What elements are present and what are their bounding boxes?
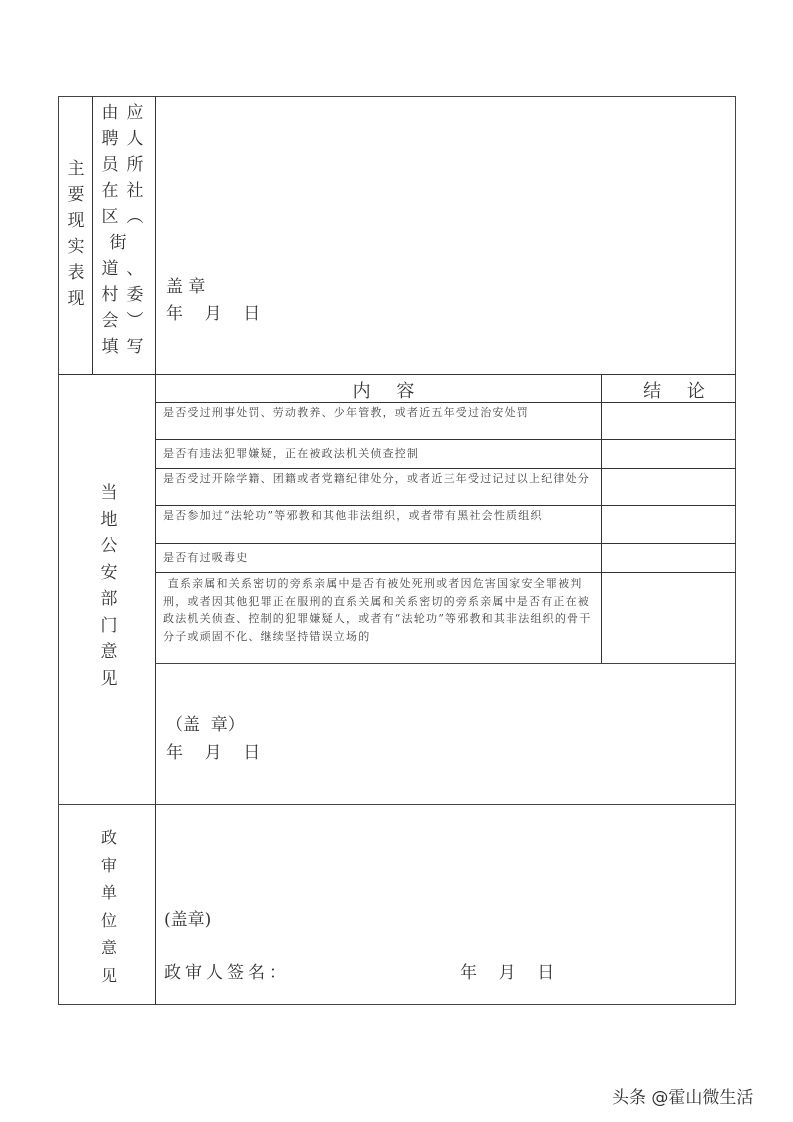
conclusion-cell[interactable] (602, 403, 736, 439)
watermark-text: 头条 @霍山微生活 (612, 1088, 754, 1108)
instruction-text-right (109, 100, 148, 360)
review-date-label: 年 月 日 (460, 963, 555, 983)
instruction-char: 在 (101, 181, 119, 201)
label-char: 主 (67, 159, 85, 179)
label-char: 见 (100, 965, 117, 985)
content-column-header: 内 容 (352, 381, 425, 402)
conclusion-cell[interactable] (602, 469, 736, 505)
check-item-drug-history: 是否有过吸毒史 (163, 551, 249, 564)
reviewer-signature-field[interactable] (300, 955, 450, 981)
label-char: 实 (67, 237, 85, 257)
conclusion-cell[interactable] (602, 506, 736, 543)
main-date-label: 年 月 日 (166, 304, 261, 324)
instruction-char: 会 (101, 311, 119, 331)
check-item-illegal-organization: 是否参加过“法轮功”等邪教和其他非法组织，或者带有黑社会性质组织 (163, 509, 543, 522)
check-item-criminal-record: 是否受过刑事处罚、劳动教养、少年管教，或者近五年受过治安处罚 (163, 406, 529, 419)
instruction-char: 写 (126, 337, 144, 357)
label-char: 要 (67, 185, 85, 205)
label-char: 表 (67, 263, 85, 283)
main-performance-label (64, 156, 88, 312)
conclusion-column-header: 结 论 (643, 381, 715, 402)
label-char: 现 (67, 211, 85, 231)
section-divider-main (58, 374, 736, 375)
label-char: 地 (100, 509, 118, 530)
label-char: 公 (100, 536, 118, 556)
label-char: 审 (100, 855, 117, 875)
label-char: 门 (100, 615, 118, 636)
reviewer-signature-label: 政审人签名： (164, 963, 290, 983)
instruction-char: 应 (126, 103, 144, 123)
main-seal-label: 盖 章 (166, 277, 206, 297)
label-char: 见 (100, 668, 118, 689)
label-char: 政 (100, 828, 117, 847)
police-seal-label: （盖 章） (166, 715, 245, 735)
instruction-char: ︵ (126, 207, 144, 227)
label-char: 部 (100, 589, 118, 609)
check-item-under-investigation: 是否有违法犯罪嫌疑，正在被政法机关侦查控制 (163, 447, 420, 460)
instruction-char: 村 (101, 285, 119, 305)
police-date-label: 年 月 日 (166, 743, 261, 763)
instruction-char: 由 (101, 103, 119, 123)
instruction-char: 区 (101, 207, 119, 227)
instruction-char: ︶ (126, 311, 144, 331)
instruction-char: 委 (126, 285, 144, 305)
label-char: 安 (100, 562, 118, 583)
label-char: 现 (67, 289, 85, 309)
conclusion-cell[interactable] (602, 544, 736, 572)
instruction-char: 街 (109, 233, 127, 253)
review-unit-opinion-label (96, 824, 122, 989)
main-performance-field[interactable] (156, 97, 735, 373)
conclusion-cell[interactable] (602, 573, 736, 663)
police-opinion-label (96, 480, 122, 692)
instruction-char: 、 (126, 259, 144, 279)
label-char: 意 (100, 938, 117, 957)
instruction-char: 人 (126, 129, 144, 149)
instruction-char: 所 (126, 155, 144, 175)
instruction-char: 社 (126, 181, 144, 201)
check-item-disciplinary: 是否受过开除学籍、团籍或者党籍纪律处分，或者近三年受过记过以上纪律处分 (163, 472, 590, 485)
instruction-char: 聘 (101, 129, 119, 149)
conclusion-cell[interactable] (602, 440, 736, 468)
check-item-relatives: 直系亲属和关系密切的旁系亲属中是否有被处死刑或者因危害国家安全罪被判刑，或者因其他犯罪正在服刑的直系关属和关系密切的旁系亲属中是否有正在被政法机关侦查、控制的犯罪嫌疑人，或者有“法轮功”等邪教和其非法组织的骨干分子或顽固不化、继续坚持错误立场的 (163, 577, 592, 643)
label-char: 意 (100, 642, 118, 662)
review-seal-label: (盖章) (164, 910, 212, 930)
instruction-char: 填 (101, 337, 119, 357)
label-char: 当 (100, 483, 118, 503)
label-char: 单 (100, 883, 117, 902)
instruction-char: 道 (101, 259, 119, 279)
instruction-column-divider (92, 96, 93, 374)
instruction-char: 员 (101, 155, 119, 175)
label-char: 位 (100, 910, 117, 930)
